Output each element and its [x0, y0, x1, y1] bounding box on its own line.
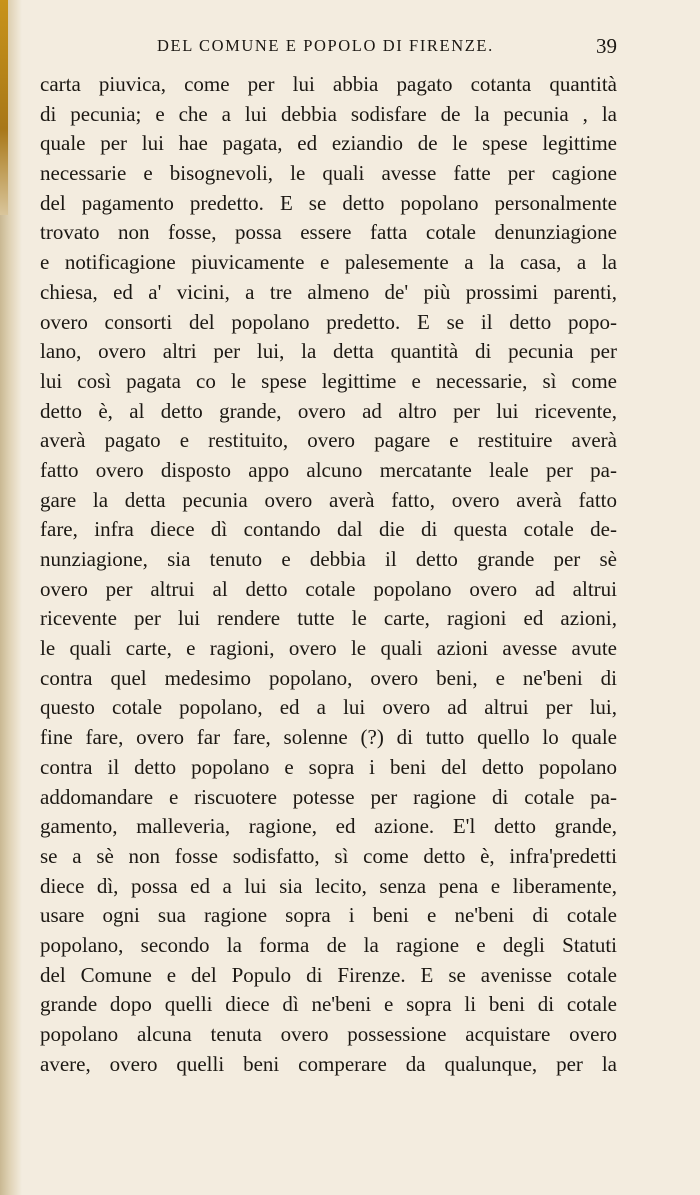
text-line: lano, overo altri per lui, la detta quantità di pecunia per: [40, 339, 617, 364]
text-line: gare la detta pecunia overo averà fatto, overo averà fatto: [40, 487, 617, 512]
text-line: averà pagato e restituito, overo pagare e restituire averà: [40, 428, 617, 453]
running-head: [40, 36, 617, 62]
text-line: overo per altrui al detto cotale popolano overo ad altrui: [40, 576, 617, 601]
text-line: popolano alcuna tenuta overo possessione acquistare overo: [40, 1022, 617, 1046]
text-line: diece dì, possa ed a lui sia lecito, senza pena e liberamente,: [40, 873, 617, 898]
running-head-title: DEL COMUNE E POPOLO DI FIRENZE.: [157, 36, 494, 55]
text-line: se a sè non fosse sodisfatto, sì come detto è, infra'predetti: [40, 843, 617, 868]
text-line: gamento, malleveria, ragione, ed azione. E'l detto grande,: [40, 814, 617, 839]
text-line: ricevente per lui rendere tutte le carte, ragioni ed azioni,: [40, 606, 617, 631]
body-text: [40, 70, 617, 1079]
text-line: popolano, secondo la forma de la ragione e degli Statuti: [40, 932, 617, 957]
text-line: quale per lui hae pagata, ed eziandio de le spese legittime: [40, 131, 617, 156]
page-number: 39: [596, 34, 617, 58]
text-line: detto è, al detto grande, overo ad altro per lui ricevente,: [40, 398, 617, 423]
text-line: le quali carte, e ragioni, overo le quali azioni avesse avute: [40, 636, 617, 661]
text-line: lui così pagata co le spese legittime e necessarie, sì come: [40, 368, 617, 393]
text-line: del pagamento predetto. E se detto popolano personalmente: [40, 190, 617, 215]
text-line: usare ogni sua ragione sopra i beni e ne'beni di cotale: [40, 903, 617, 928]
text-line: di pecunia; e che a lui debbia sodisfare de la pecunia , la: [40, 101, 617, 126]
text-line: necessarie e bisognevoli, le quali avesse fatte per cagione: [40, 161, 617, 186]
text-line: carta piuvica, come per lui abbia pagato cotanta quantità: [40, 72, 617, 96]
text-line: fare, infra diece dì contando dal die di questa cotale de-: [40, 517, 617, 542]
text-line: addomandare e riscuotere potesse per ragione di cotale pa-: [40, 784, 617, 809]
text-line: contra quel medesimo popolano, overo beni, e ne'beni di: [40, 665, 617, 690]
text-line: grande dopo quelli diece dì ne'beni e sopra li beni di cotale: [40, 992, 617, 1017]
text-line: fine fare, overo far fare, solenne (?) di tutto quello lo quale: [40, 725, 617, 750]
text-line: trovato non fosse, possa essere fatta cotale denunziagione: [40, 220, 617, 245]
text-line: e notificagione piuvicamente e palesemente a la casa, a la: [40, 250, 617, 275]
text-line: questo cotale popolano, ed a lui overo ad altrui per lui,: [40, 695, 617, 720]
binding-stain: [0, 0, 8, 215]
text-line: contra il detto popolano e sopra i beni del detto popolano: [40, 754, 617, 779]
text-line: del Comune e del Populo di Firenze. E se avenisse cotale: [40, 962, 617, 987]
text-line: avere, overo quelli beni comperare da qualunque, per la: [40, 1051, 617, 1076]
text-line: nunziagione, sia tenuto e debbia il detto grande per sè: [40, 547, 617, 571]
text-line: overo consorti del popolano predetto. E se il detto popo-: [40, 309, 617, 334]
text-line: chiesa, ed a' vicini, a tre almeno de' più prossimi parenti,: [40, 279, 617, 304]
text-line: fatto overo disposto appo alcuno mercatante leale per pa-: [40, 457, 617, 482]
